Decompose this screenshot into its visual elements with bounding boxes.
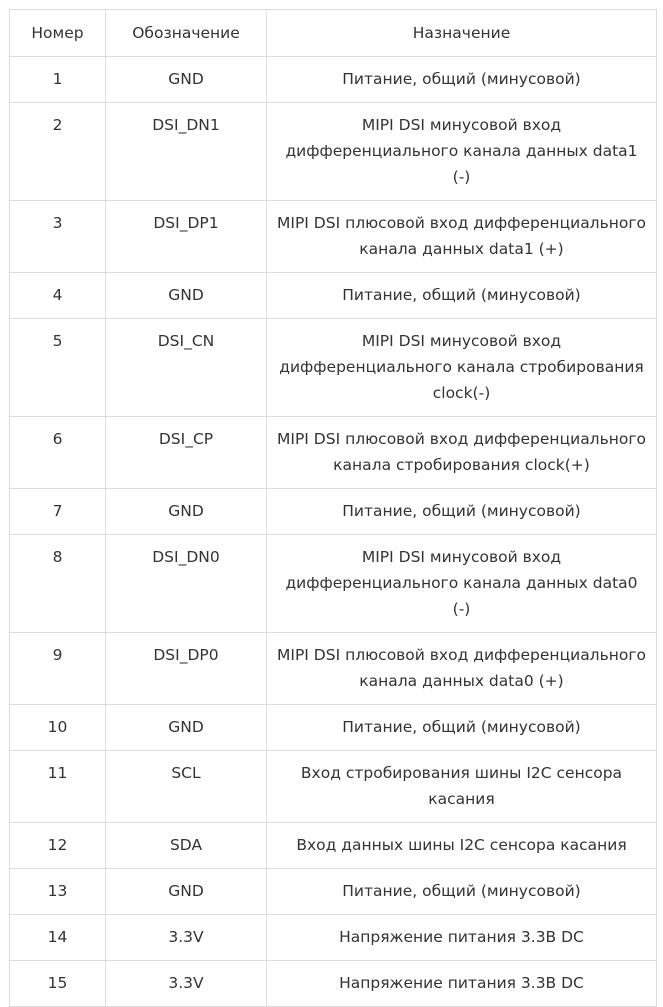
pin-number: 7 — [10, 489, 106, 535]
pin-number: 9 — [10, 633, 106, 705]
pin-purpose: Питание, общий (минусовой) — [267, 57, 657, 103]
table-row — [10, 201, 657, 273]
pin-purpose: MIPI DSI плюсовой вход дифференциального канала данных data1 (+) — [267, 201, 657, 273]
pin-number: 5 — [10, 319, 106, 417]
table-body — [10, 57, 657, 1007]
pin-purpose: MIPI DSI минусовой вход дифференциального канала данных data0 (-) — [267, 535, 657, 633]
header-number: Номер — [10, 10, 106, 57]
table-row — [10, 823, 657, 869]
table-row — [10, 751, 657, 823]
pin-number: 3 — [10, 201, 106, 273]
pin-purpose: Питание, общий (минусовой) — [267, 705, 657, 751]
table-row — [10, 705, 657, 751]
pin-number: 4 — [10, 273, 106, 319]
pin-number: 15 — [10, 961, 106, 1007]
pin-purpose: Питание, общий (минусовой) — [267, 489, 657, 535]
pin-designation: GND — [106, 489, 267, 535]
table-row — [10, 319, 657, 417]
pin-number: 12 — [10, 823, 106, 869]
pin-number: 13 — [10, 869, 106, 915]
table-header — [10, 10, 657, 57]
pin-purpose: Напряжение питания 3.3В DC — [267, 915, 657, 961]
table-row — [10, 103, 657, 201]
pin-designation: GND — [106, 57, 267, 103]
pin-number: 8 — [10, 535, 106, 633]
pin-number: 11 — [10, 751, 106, 823]
table-row — [10, 961, 657, 1007]
pin-number: 14 — [10, 915, 106, 961]
pin-designation: DSI_CN — [106, 319, 267, 417]
pin-purpose: MIPI DSI плюсовой вход дифференциального канала данных data0 (+) — [267, 633, 657, 705]
pinout-table-container — [9, 9, 657, 1007]
pin-purpose: MIPI DSI минусовой вход дифференциального канала стробирования clock(-) — [267, 319, 657, 417]
pin-designation: DSI_DN1 — [106, 103, 267, 201]
pin-designation: SDA — [106, 823, 267, 869]
pin-designation: DSI_DN0 — [106, 535, 267, 633]
table-row — [10, 57, 657, 103]
table-row — [10, 633, 657, 705]
table-row — [10, 535, 657, 633]
pin-purpose: MIPI DSI минусовой вход дифференциального канала данных data1 (-) — [267, 103, 657, 201]
pin-designation: DSI_DP0 — [106, 633, 267, 705]
pin-designation: SCL — [106, 751, 267, 823]
pin-designation: GND — [106, 273, 267, 319]
pin-purpose: Питание, общий (минусовой) — [267, 869, 657, 915]
table-row — [10, 417, 657, 489]
table-row — [10, 869, 657, 915]
header-designation: Обозначение — [106, 10, 267, 57]
header-purpose: Назначение — [267, 10, 657, 57]
pin-designation: DSI_CP — [106, 417, 267, 489]
pin-purpose: Вход стробирования шины I2C сенсора касания — [267, 751, 657, 823]
pinout-table — [9, 9, 657, 1007]
pin-designation: GND — [106, 705, 267, 751]
pin-number: 10 — [10, 705, 106, 751]
pin-designation: 3.3V — [106, 915, 267, 961]
pin-number: 1 — [10, 57, 106, 103]
pin-purpose: Питание, общий (минусовой) — [267, 273, 657, 319]
pin-designation: DSI_DP1 — [106, 201, 267, 273]
pin-number: 2 — [10, 103, 106, 201]
pin-purpose: Напряжение питания 3.3В DC — [267, 961, 657, 1007]
pin-number: 6 — [10, 417, 106, 489]
table-row — [10, 489, 657, 535]
pin-designation: GND — [106, 869, 267, 915]
header-row — [10, 10, 657, 57]
table-row — [10, 915, 657, 961]
pin-designation: 3.3V — [106, 961, 267, 1007]
table-row — [10, 273, 657, 319]
pin-purpose: MIPI DSI плюсовой вход дифференциального канала стробирования clock(+) — [267, 417, 657, 489]
pin-purpose: Вход данных шины I2C сенсора касания — [267, 823, 657, 869]
